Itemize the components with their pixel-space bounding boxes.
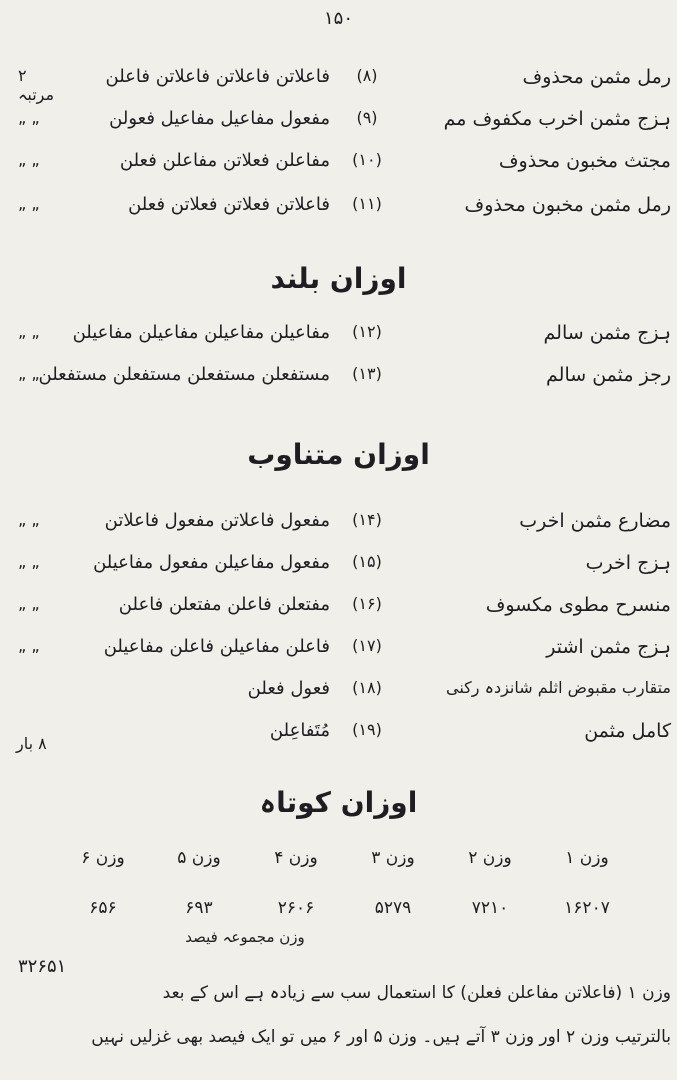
meter-repeat: „ „ bbox=[18, 364, 40, 383]
meter-repeat: „ „ bbox=[18, 636, 40, 655]
meter-feet: فاعلاتن فاعلاتن فاعلاتن فاعلن bbox=[105, 66, 330, 87]
meter-row bbox=[0, 552, 677, 586]
page-number: ۱۵۰ bbox=[323, 8, 353, 29]
meter-name: ہزج مثمن اشتر bbox=[546, 636, 671, 658]
meter-number: (۱۶) bbox=[352, 594, 382, 613]
meter-number: (۱۹) bbox=[352, 720, 382, 739]
wazn-label: وزن ۳ bbox=[371, 848, 415, 868]
wazn-total: ۳۲۶۵۱ bbox=[18, 956, 67, 977]
meter-number: (۱۷) bbox=[352, 636, 382, 655]
meter-number: (۹) bbox=[356, 108, 378, 127]
meter-row bbox=[0, 364, 677, 398]
meter-number: (۸) bbox=[356, 66, 378, 85]
wazn-value-row bbox=[55, 898, 635, 928]
wazn-total-title: وزن مجموعہ فیصد bbox=[185, 928, 305, 946]
meter-name: رجز مثمن سالم bbox=[546, 364, 671, 386]
meter-number: (۱۴) bbox=[352, 510, 382, 529]
meter-row bbox=[0, 510, 677, 544]
wazn-label: وزن ۶ bbox=[81, 848, 125, 868]
wazn-label: وزن ۵ bbox=[177, 848, 221, 868]
meter-name: ہزج اخرب bbox=[585, 552, 671, 574]
section-heading: اوزان بلند bbox=[270, 262, 407, 295]
meter-feet: فاعلاتن فعلاتن فعلاتن فعلن bbox=[128, 194, 330, 215]
meter-number: (۱۱) bbox=[352, 194, 382, 213]
meter-repeat: „ „ bbox=[18, 150, 40, 169]
meter-row bbox=[0, 108, 677, 142]
meter-feet: مستفعلن مستفعلن مستفعلن مستفعلن bbox=[38, 364, 330, 385]
meter-repeat: „ „ bbox=[18, 194, 40, 213]
wazn-label: وزن ۲ bbox=[468, 848, 512, 868]
meter-feet: مفاعلن فعلاتن مفاعلن فعلن bbox=[119, 150, 330, 171]
paragraph-line: بالترتیب وزن ۲ اور وزن ۳ آتے ہیں۔ وزن ۵ اور ۶ میں تو ایک فیصد بھی غزلیں نہیں bbox=[91, 1027, 671, 1047]
meter-repeat: „ „ bbox=[18, 108, 40, 127]
meter-feet: فعول فعلن bbox=[247, 678, 330, 699]
meter-row bbox=[0, 720, 677, 754]
meter-feet: مُتَفاعِلن bbox=[269, 720, 330, 741]
meter-number: (۱۸) bbox=[352, 678, 382, 697]
wazn-value: ۶۵۶ bbox=[89, 898, 117, 918]
wazn-label: وزن ۴ bbox=[274, 848, 318, 868]
wazn-label-row bbox=[55, 848, 635, 878]
meter-number: (۱۳) bbox=[352, 364, 382, 383]
wazn-value: ۶۹۳ bbox=[185, 898, 213, 918]
meter-feet: مفعول مفاعیلن مفعول مفاعیلن bbox=[93, 552, 330, 573]
meter-number: (۱۲) bbox=[352, 322, 382, 341]
meter-name: مضارع مثمن اخرب bbox=[519, 510, 671, 532]
meter-name: کامل مثمن bbox=[584, 720, 671, 742]
meter-name: متقارب مقبوض اثلم شانزدہ رکنی bbox=[445, 678, 671, 697]
meter-row bbox=[0, 66, 677, 104]
section-heading: اوزان متناوب bbox=[247, 438, 430, 471]
meter-name: ہزج مثمن سالم bbox=[543, 322, 671, 344]
meter-number: (۱۰) bbox=[352, 150, 382, 169]
meter-name: رمل مثمن مخبون محذوف bbox=[464, 194, 671, 216]
meter-row bbox=[0, 150, 677, 184]
meter-name: ہزج مثمن اخرب مکفوف مم bbox=[443, 108, 671, 130]
paragraph-line: وزن ۱ (فاعلاتن مفاعلن فعلن) کا استعمال سب سے زیادہ ہے اس کے بعد bbox=[162, 983, 671, 1003]
meter-repeat: „ „ bbox=[18, 552, 40, 571]
wazn-value: ۵۲۷۹ bbox=[374, 898, 412, 918]
meter-row bbox=[0, 322, 677, 356]
meter-number: (۱۵) bbox=[352, 552, 382, 571]
meter-name: منسرح مطوی مکسوف bbox=[485, 594, 671, 616]
meter-repeat: „ „ bbox=[18, 594, 40, 613]
meter-row bbox=[0, 194, 677, 228]
meter-repeat: „ „ bbox=[18, 322, 40, 341]
wazn-value: ۱۶۲۰۷ bbox=[564, 898, 610, 918]
meter-feet: مفاعیلن مفاعیلن مفاعیلن مفاعیلن bbox=[72, 322, 330, 343]
meter-feet: مفعول فاعلاتن مفعول فاعلاتن bbox=[104, 510, 330, 531]
wazn-value: ۲۶۰۶ bbox=[277, 898, 315, 918]
meter-feet: فاعلن مفاعیلن فاعلن مفاعیلن bbox=[103, 636, 330, 657]
meter-name: رمل مثمن محذوف bbox=[522, 66, 671, 88]
meter-name: مجتث مخبون محذوف bbox=[498, 150, 671, 172]
meter-row bbox=[0, 636, 677, 670]
meter-repeat: „ „ bbox=[18, 510, 40, 529]
meter-repeat: ۲ مرتبہ bbox=[18, 66, 55, 104]
meter-feet: مفعول مفاعیل مفاعیل فعولن bbox=[109, 108, 330, 129]
meter-row bbox=[0, 594, 677, 628]
wazn-value: ۷۲۱۰ bbox=[471, 898, 509, 918]
section-heading: اوزان کوتاہ bbox=[259, 786, 418, 819]
wazn-label: وزن ۱ bbox=[565, 848, 609, 868]
meter-feet: مفتعلن فاعلن مفتعلن فاعلن bbox=[118, 594, 330, 615]
meter-row bbox=[0, 678, 677, 712]
repeat-note: ۸ بار bbox=[16, 734, 47, 753]
